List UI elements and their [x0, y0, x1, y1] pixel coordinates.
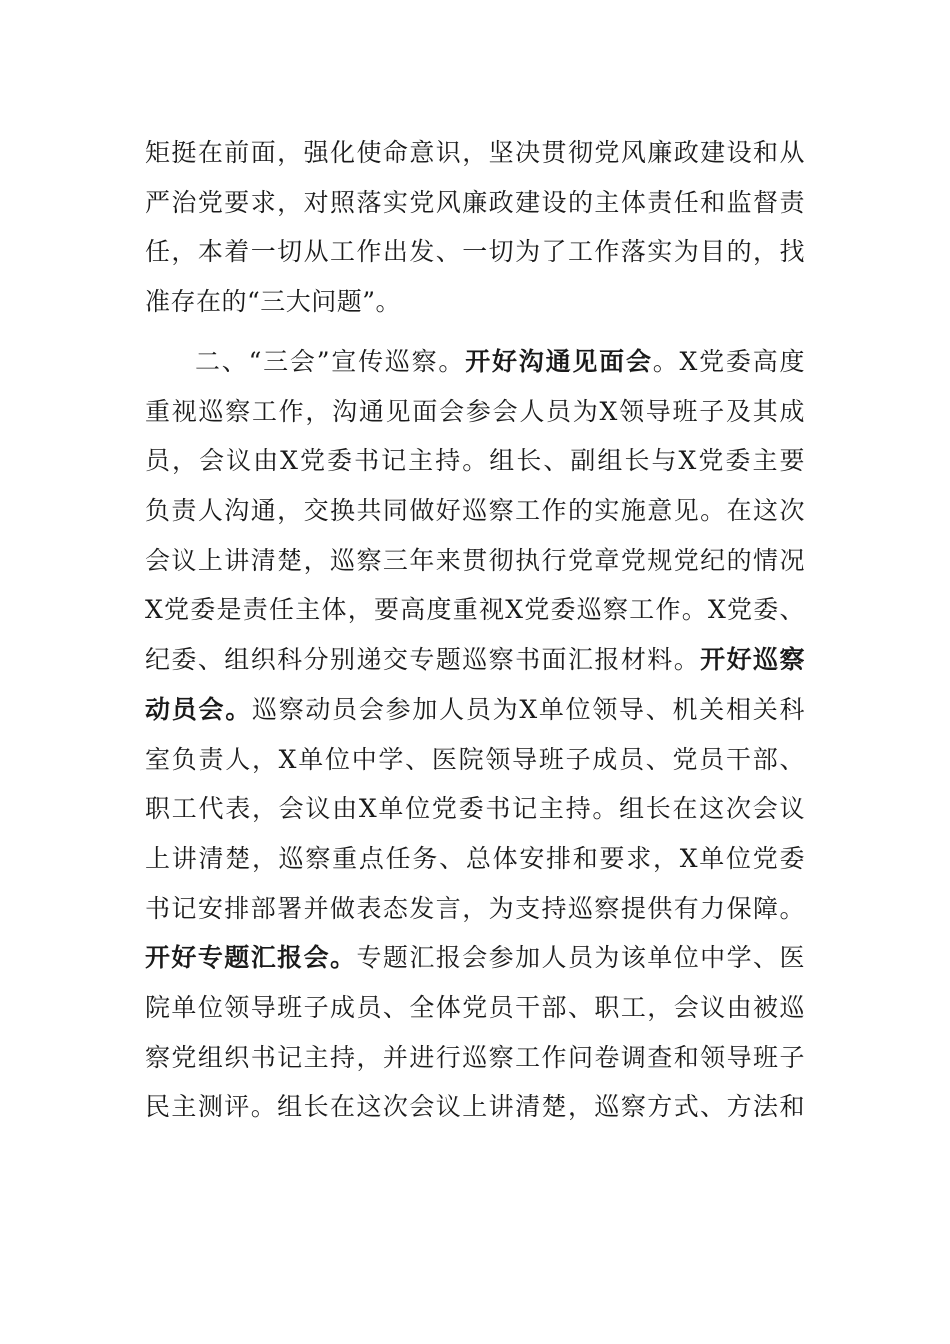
paragraph-line: 负责人沟通，交换共同做好巡察工作的实施意见。在这次 — [145, 496, 805, 526]
paragraph-line — [145, 337, 805, 387]
paragraph-line: 室负责人，X单位中学、医院领导班子成员、党员干部、 — [145, 744, 805, 774]
section-heading: 二、“三会”宣传巡察。 — [195, 347, 466, 376]
paragraph-line: 民主测评。组长在这次会议上讲清楚，巡察方式、方法和 — [145, 1092, 805, 1122]
paragraph-line: 员，会议由X党委书记主持。组长、副组长与X党委主要 — [145, 446, 805, 476]
paragraph-line — [145, 635, 805, 685]
line-text: 纪委、组织科分别递交专题巡察书面汇报材料。 — [145, 645, 701, 675]
bold-subheading: 开好专题汇报会。 — [145, 943, 357, 973]
paragraph-line: 准存在的“三大问题”。 — [145, 287, 402, 317]
paragraph-2 — [145, 337, 805, 1132]
paragraph-line: 重视巡察工作，沟通见面会参会人员为X领导班子及其成 — [145, 396, 805, 426]
bold-subheading: 开好巡察 — [700, 645, 805, 675]
paragraph-line: 察党组织书记主持，并进行巡察工作问卷调查和领导班子 — [145, 1042, 805, 1072]
bold-subheading: 开好沟通见面会 — [465, 347, 653, 376]
paragraph-line: X党委是责任主体，要高度重视X党委巡察工作。X党委、 — [145, 595, 805, 625]
bold-subheading: 动员会。 — [145, 694, 252, 724]
paragraph-line: 职工代表，会议由X单位党委书记主持。组长在这次会议 — [145, 794, 805, 824]
paragraph-1 — [145, 128, 805, 327]
paragraph-line: 会议上讲清楚，巡察三年来贯彻执行党章党规党纪的情况 — [145, 545, 805, 575]
paragraph-line — [145, 685, 805, 735]
paragraph-line: 院单位领导班子成员、全体党员干部、职工，会议由被巡 — [145, 992, 805, 1022]
line-text: 巡察动员会参加人员为X单位领导、机关相关科 — [251, 694, 805, 724]
paragraph-line: 任，本着一切从工作出发、一切为了工作落实为目的，找 — [145, 237, 805, 267]
paragraph-line: 上讲清楚，巡察重点任务、总体安排和要求，X单位党委 — [145, 843, 805, 873]
line-text: 。X党委高度 — [652, 347, 805, 376]
paragraph-line: 矩挺在前面，强化使命意识，坚决贯彻党风廉政建设和从 — [145, 138, 805, 167]
paragraph-line — [145, 933, 805, 983]
paragraph-line: 书记安排部署并做表态发言，为支持巡察提供有力保障。 — [145, 893, 805, 923]
paragraph-line: 严治党要求，对照落实党风廉政建设的主体责任和监督责 — [145, 187, 805, 217]
line-text: 专题汇报会参加人员为该单位中学、医 — [356, 943, 805, 973]
